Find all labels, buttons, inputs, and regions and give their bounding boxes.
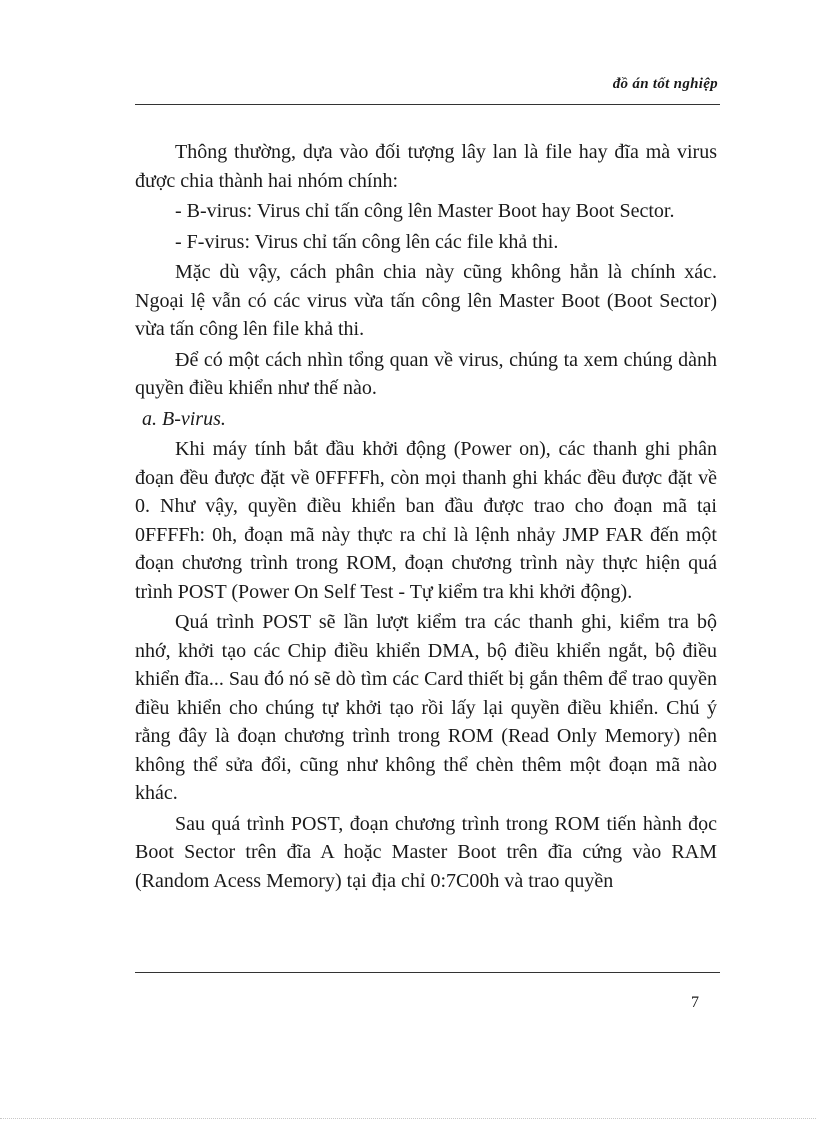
body-paragraph: - B-virus: Virus chỉ tấn công lên Master Boot hay Boot Sector.: [175, 200, 675, 222]
body-paragraph: Sau quá trình POST, đoạn chương trình trong ROM tiến hành đọc Boot Sector trên đĩa A hoặc Master Boot trên đĩa cứng vào RAM (Random Acess Memory) tại địa chỉ 0:7C00h và trao quyền: [135, 812, 717, 892]
body-paragraph: Mặc dù vậy, cách phân chia này cũng không hẳn là chính xác. Ngoại lệ vẫn có các virus vừa tấn công lên Master Boot (Boot Sector) vừa tấn công lên file khả thi.: [135, 261, 717, 340]
page-number: 7: [691, 994, 699, 1011]
body-paragraph: Để có một cách nhìn tổng quan về virus, chúng ta xem chúng dành quyền điều khiển như thế nào.: [135, 348, 717, 399]
body-paragraph: Thông thường, dựa vào đối tượng lây lan là file hay đĩa mà virus được chia thành hai nhóm chính:: [135, 141, 717, 192]
page-body: [135, 138, 717, 897]
running-header-title: đồ án tốt nghiệp: [612, 76, 718, 92]
footer-rule: [135, 972, 720, 973]
body-paragraph: - F-virus: Virus chỉ tấn công lên các file khả thi.: [175, 230, 559, 253]
header-rule: [135, 104, 720, 105]
section-subheading: a. B-virus.: [142, 407, 226, 430]
page-edge-divider: [0, 1118, 816, 1119]
body-paragraph: Quá trình POST sẽ lần lượt kiểm tra các thanh ghi, kiểm tra bộ nhớ, khởi tạo các Chip điều khiển DMA, bộ điều khiển ngắt, bộ điều khiển đĩa... Sau đó nó sẽ dò tìm các Card thiết bị gắn thêm để trao quyền điều khiển cho chúng tự khởi tạo rồi lấy lại quyền điều khiển. Chú ý rằng đây là đoạn chương trình trong ROM (Read Only Memory) nên không thể sửa đổi, cũng như không thể chèn thêm một đoạn mã nào khác.: [135, 611, 717, 804]
body-paragraph: Khi máy tính bắt đầu khởi động (Power on), các thanh ghi phân đoạn đều được đặt về 0FFFFh, còn mọi thanh ghi khác đều được đặt về 0. Như vậy, quyền điều khiển ban đầu được trao cho đoạn mã tại 0FFFFh: 0h, đoạn mã này thực ra chỉ là lệnh nhảy JMP FAR đến một đoạn chương trình trong ROM, đoạn chương trình này thực hiện quá trình POST (Power On Self Test - Tự kiểm tra khi khởi động).: [135, 438, 717, 603]
